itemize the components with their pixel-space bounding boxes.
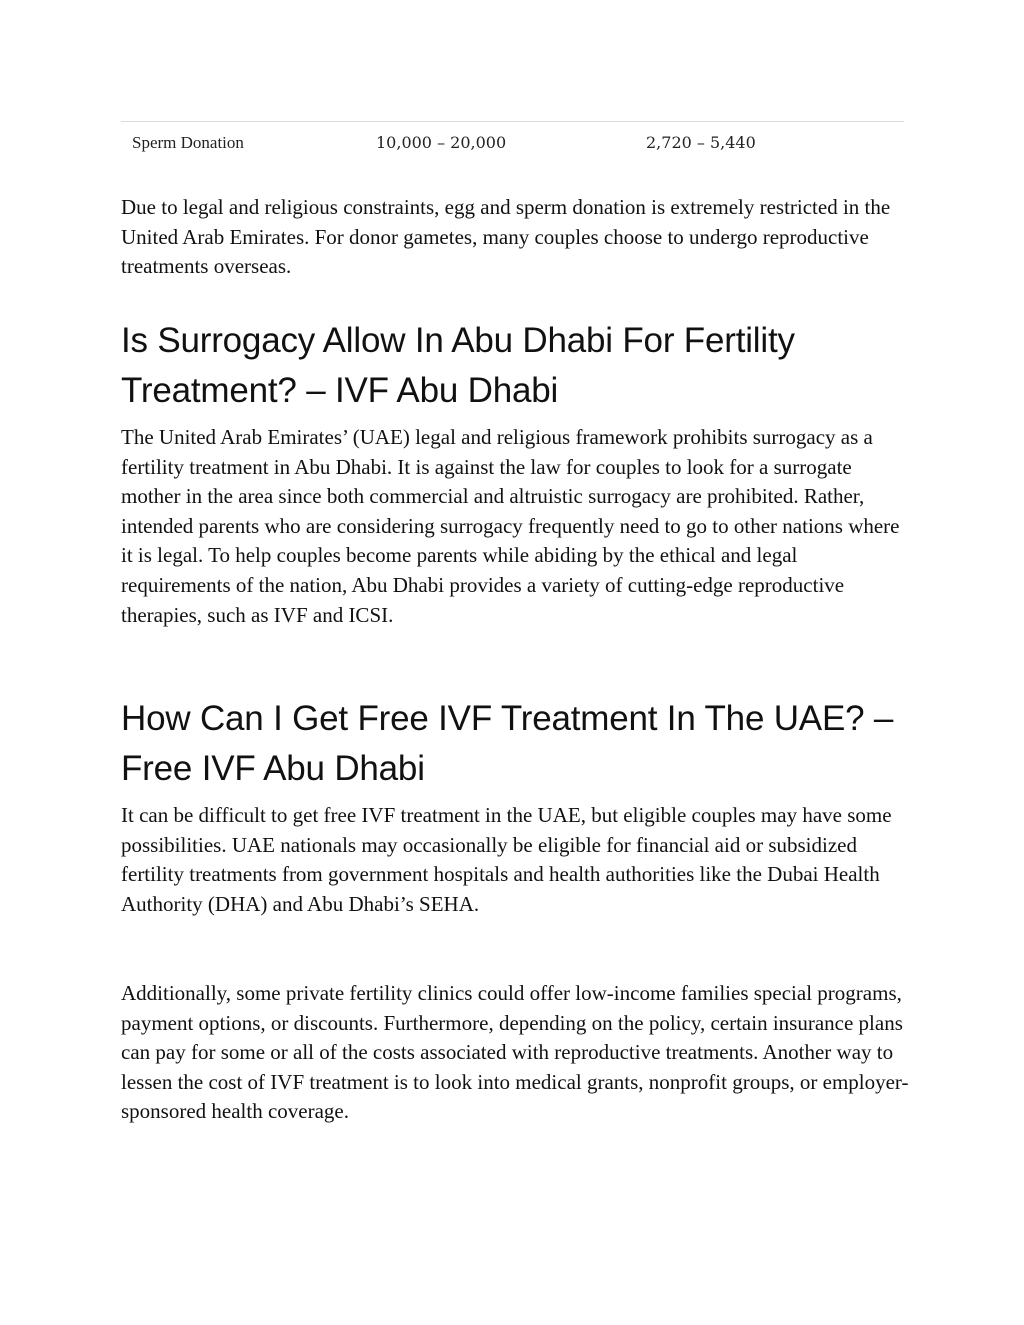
surrogacy-heading: Is Surrogacy Allow In Abu Dhabi For Fertility Treatment? – IVF Abu Dhabi [121, 321, 795, 410]
table-cell-cost-usd: 2,720 – 5,440 [646, 133, 756, 152]
free-ivf-heading: How Can I Get Free IVF Treatment In The UAE? – Free IVF Abu Dhabi [121, 699, 894, 788]
surrogacy-paragraph: The United Arab Emirates’ (UAE) legal and religious framework prohibits surrogacy as a fertility treatment in Abu Dhabi. It is against the law for couples to look for a surrogate mother in the area since both commercial and altruistic surrogacy are prohibited. Rather, intended parents who are considering surrogacy frequently need to go to other nations where it is legal. To help couples become parents while abiding by the ethical and legal requirements of the nation, Abu Dhabi provides a variety of cutting-edge reproductive therapies, such as IVF and ICSI. [121, 425, 900, 627]
free-ivf-paragraph-2: Additionally, some private fertility clinics could offer low-income families special programs, payment options, or discounts. Furthermore, depending on the policy, certain insurance plans can pay for some or all of the costs associated with reproductive treatments. Another way to lessen the cost of IVF treatment is to look into medical grants, nonprofit groups, or employer-sponsored health coverage. [121, 981, 909, 1124]
table-row [121, 131, 904, 155]
intro-paragraph: Due to legal and religious constraints, egg and sperm donation is extremely restricted in the United Arab Emirates. For donor gametes, many couples choose to undergo reproductive treatments overseas. [121, 195, 891, 279]
free-ivf-paragraph-1: It can be difficult to get free IVF treatment in the UAE, but eligible couples may have some possibilities. UAE nationals may occasionally be eligible for financial aid or subsidized fertility treatments from government hospitals and health authorities like the Dubai Health Authority (DHA) and Abu Dhabi’s SEHA. [121, 803, 892, 916]
table-cell-treatment: Sperm Donation [132, 133, 244, 152]
table-cell-cost-aed: 10,000 – 20,000 [376, 133, 507, 152]
table-divider [121, 121, 904, 122]
